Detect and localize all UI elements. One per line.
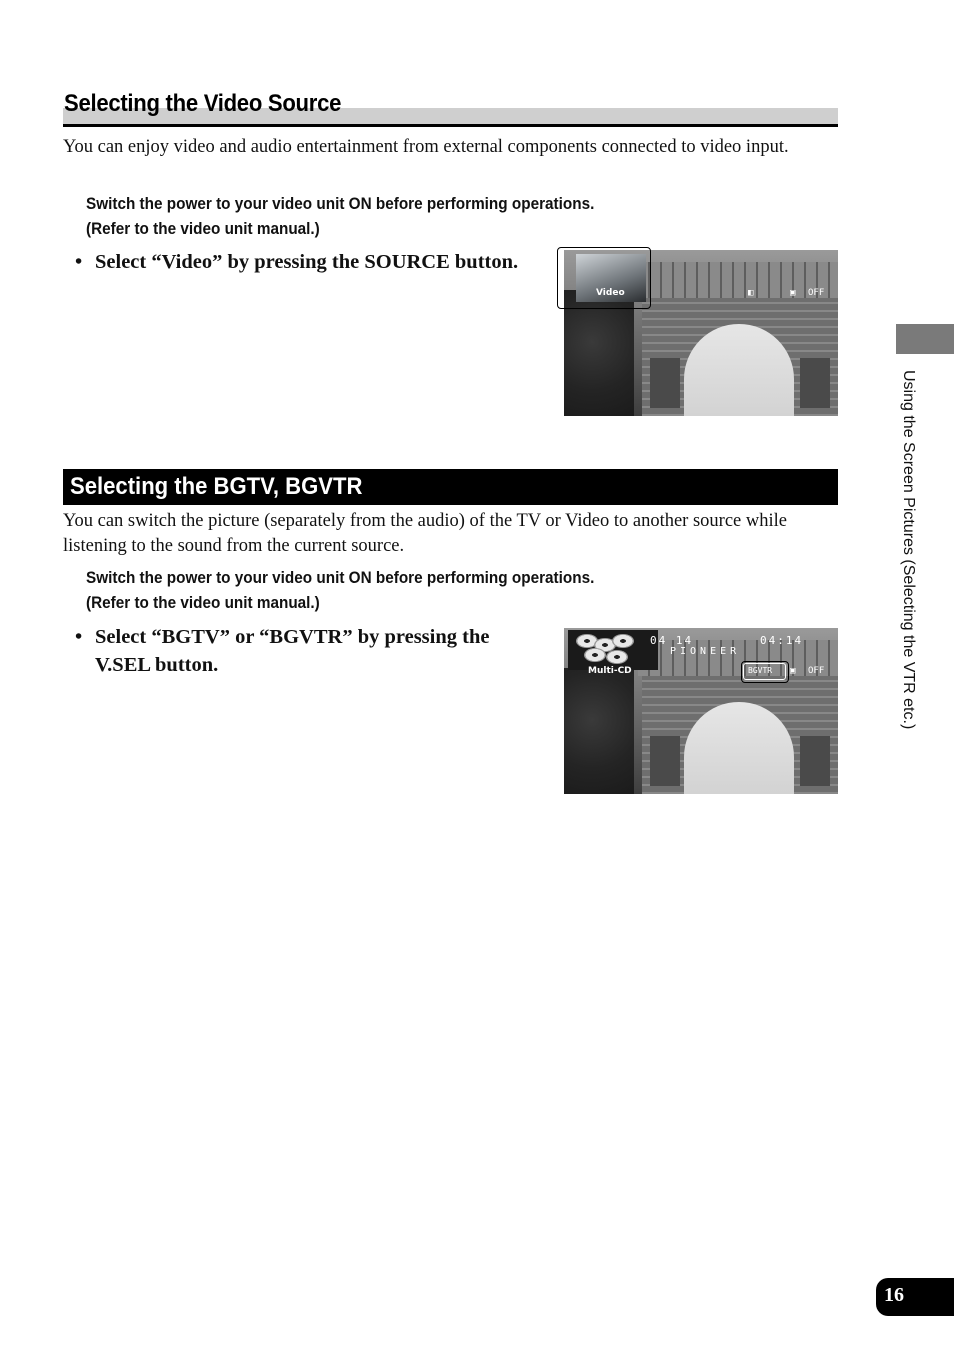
chapter-title-vertical: Using the Screen Pictures (Selecting the VTR etc.) <box>900 370 917 730</box>
section1-paragraph: You can enjoy video and audio entertainment from external components connected to video input. <box>63 137 789 157</box>
page-number: 16 <box>884 1284 904 1306</box>
section-heading-bgtv-bgvtr <box>63 469 838 505</box>
section1-note-line1: Switch the power to your video unit ON before performing operations. <box>86 194 595 213</box>
section-heading-video-source <box>63 90 838 128</box>
section1-note-line2: (Refer to the video unit manual.) <box>86 219 320 238</box>
section2-note-line1: Switch the power to your video unit ON before performing operations. <box>86 568 595 587</box>
bullet-dot: • <box>75 251 83 273</box>
osd-disc-title: PIONEER <box>670 646 741 657</box>
osd-elapsed-time: 04:14 <box>760 634 804 647</box>
osd-track-time: 04 14 <box>650 634 694 647</box>
cd-disc-icon <box>606 650 628 664</box>
section2-note-line2: (Refer to the video unit manual.) <box>86 593 320 612</box>
bullet-text: Select “Video” by pressing the SOURCE button. <box>95 251 519 273</box>
osd-wide-icon: ▣ <box>790 666 796 676</box>
section2-paragraph: You can switch the picture (separately from the audio) of the TV or Video to another source while listening to the sound from the current source. <box>63 511 787 556</box>
section1-bullet <box>75 248 545 308</box>
bullet-dot: • <box>75 626 83 648</box>
bullet-text: Select “BGTV” or “BGVTR” by pressing the V.SEL button. <box>95 626 490 676</box>
page-number-tab <box>876 1278 954 1316</box>
section2-bullet <box>75 623 545 683</box>
heading-text: Selecting the BGTV, BGVTR <box>70 473 363 500</box>
tree-silhouette <box>564 668 634 794</box>
selection-highlight-frame <box>557 247 651 309</box>
osd-screen-icon: ◧ <box>748 288 754 298</box>
heading-text: Selecting the Video Source <box>64 90 342 117</box>
heading-rule <box>63 124 838 127</box>
cd-disc-icon <box>584 648 606 662</box>
arc-de-triomphe <box>642 640 838 794</box>
osd-wide-indicator: OFF <box>808 288 825 298</box>
osd-bg-source: BGVTR <box>748 666 773 675</box>
cd-disc-icon <box>612 634 634 648</box>
osd-wide-icon: ▣ <box>790 288 796 298</box>
osd-wide-indicator: OFF <box>808 666 825 676</box>
arc-de-triomphe <box>642 262 838 416</box>
osd-source-label: Multi-CD <box>588 666 632 676</box>
bgvtr-screenshot <box>564 628 838 794</box>
osd-source-label: Video <box>596 288 625 298</box>
chapter-tab-marker <box>896 324 954 354</box>
